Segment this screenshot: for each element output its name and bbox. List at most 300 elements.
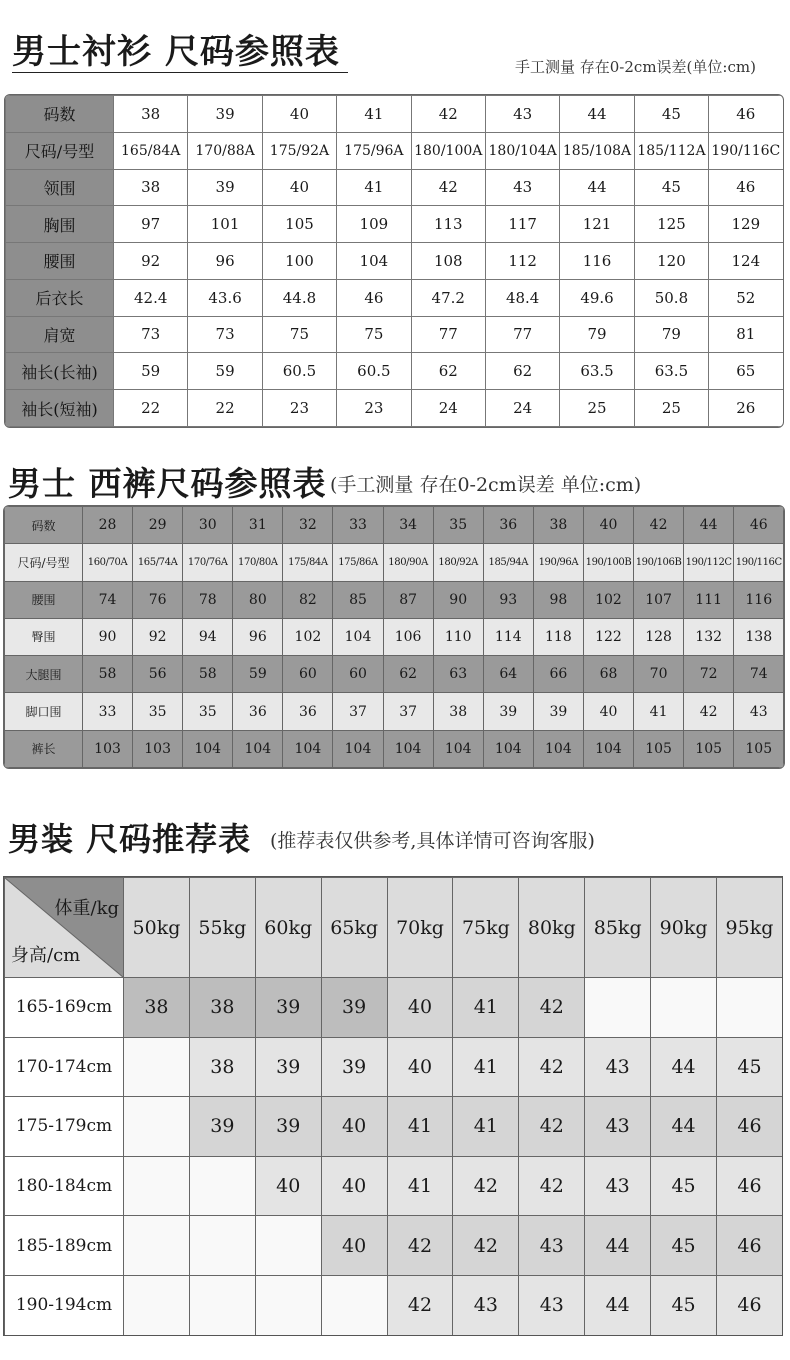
table-cell: 62 bbox=[411, 353, 485, 390]
table-cell: 72 bbox=[684, 656, 734, 693]
table-cell: 104 bbox=[383, 730, 433, 767]
table-cell: 117 bbox=[485, 206, 559, 243]
table-cell: 175/92A bbox=[262, 132, 336, 169]
table-cell: 185/108A bbox=[560, 132, 634, 169]
table-cell: 60.5 bbox=[337, 353, 411, 390]
table-row bbox=[6, 96, 784, 133]
size-cell: 38 bbox=[189, 1037, 255, 1097]
recommend-corner-cell bbox=[5, 878, 124, 978]
weight-header-cell: 70kg bbox=[387, 878, 453, 978]
table-cell: 103 bbox=[133, 730, 183, 767]
table-row bbox=[5, 1275, 783, 1335]
table-cell: 132 bbox=[684, 618, 734, 655]
row-label: 裤长 bbox=[5, 730, 83, 767]
size-cell: 41 bbox=[387, 1097, 453, 1157]
size-cell: 44 bbox=[651, 1037, 717, 1097]
table-cell: 73 bbox=[114, 316, 188, 353]
table-cell: 113 bbox=[411, 206, 485, 243]
table-cell: 40 bbox=[262, 96, 336, 133]
table-cell: 73 bbox=[188, 316, 262, 353]
size-cell: 43 bbox=[585, 1097, 651, 1157]
table-cell: 59 bbox=[114, 353, 188, 390]
table-cell: 46 bbox=[734, 507, 784, 544]
size-cell: 45 bbox=[651, 1156, 717, 1216]
table-cell: 25 bbox=[560, 390, 634, 427]
size-cell: 42 bbox=[519, 978, 585, 1038]
size-cell: 39 bbox=[321, 1037, 387, 1097]
recommend-size-table bbox=[3, 876, 783, 1336]
size-cell bbox=[124, 1156, 190, 1216]
table-cell: 82 bbox=[283, 581, 333, 618]
recommend-note: (推荐表仅供参考,具体详情可咨询客服) bbox=[270, 830, 595, 852]
table-cell: 103 bbox=[83, 730, 133, 767]
table-cell: 43.6 bbox=[188, 279, 262, 316]
size-cell: 46 bbox=[717, 1216, 783, 1276]
table-cell: 100 bbox=[262, 243, 336, 280]
size-cell: 39 bbox=[255, 1097, 321, 1157]
table-cell: 90 bbox=[433, 581, 483, 618]
size-cell: 39 bbox=[321, 978, 387, 1038]
size-cell: 39 bbox=[189, 1097, 255, 1157]
table-row bbox=[5, 581, 784, 618]
weight-header-cell: 95kg bbox=[717, 878, 783, 978]
size-cell: 42 bbox=[453, 1156, 519, 1216]
size-cell: 43 bbox=[453, 1275, 519, 1335]
size-cell: 38 bbox=[124, 978, 190, 1038]
table-cell: 52 bbox=[709, 279, 783, 316]
table-cell: 101 bbox=[188, 206, 262, 243]
table-cell: 190/116C bbox=[709, 132, 783, 169]
table-row bbox=[6, 316, 784, 353]
row-label: 胸围 bbox=[6, 206, 114, 243]
size-cell: 41 bbox=[387, 1156, 453, 1216]
table-cell: 97 bbox=[114, 206, 188, 243]
table-cell: 96 bbox=[188, 243, 262, 280]
pants-size-table bbox=[3, 505, 785, 769]
table-cell: 34 bbox=[383, 507, 433, 544]
table-cell: 62 bbox=[485, 353, 559, 390]
table-cell: 56 bbox=[133, 656, 183, 693]
table-cell: 104 bbox=[533, 730, 583, 767]
table-cell: 64 bbox=[483, 656, 533, 693]
table-cell: 47.2 bbox=[411, 279, 485, 316]
table-cell: 170/76A bbox=[183, 544, 233, 581]
row-label: 大腿围 bbox=[5, 656, 83, 693]
row-label: 码数 bbox=[5, 507, 83, 544]
table-row bbox=[5, 1037, 783, 1097]
height-label-cell: 185-189cm bbox=[5, 1216, 124, 1276]
table-cell: 104 bbox=[483, 730, 533, 767]
table-cell: 25 bbox=[634, 390, 708, 427]
table-cell: 38 bbox=[533, 507, 583, 544]
size-cell bbox=[717, 978, 783, 1038]
table-cell: 116 bbox=[734, 581, 784, 618]
size-cell: 39 bbox=[255, 1037, 321, 1097]
table-cell: 114 bbox=[483, 618, 533, 655]
pants-title: 男士 西裤尺码参照表 bbox=[8, 464, 327, 503]
table-cell: 42.4 bbox=[114, 279, 188, 316]
shirt-title: 男士衬衫 尺码参照表 bbox=[12, 32, 340, 72]
weight-header-cell: 50kg bbox=[124, 878, 190, 978]
table-cell: 22 bbox=[114, 390, 188, 427]
table-cell: 104 bbox=[283, 730, 333, 767]
table-cell: 76 bbox=[133, 581, 183, 618]
table-row bbox=[6, 279, 784, 316]
table-cell: 48.4 bbox=[485, 279, 559, 316]
table-cell: 68 bbox=[583, 656, 633, 693]
table-cell: 49.6 bbox=[560, 279, 634, 316]
table-cell: 185/94A bbox=[483, 544, 533, 581]
table-cell: 77 bbox=[411, 316, 485, 353]
table-cell: 38 bbox=[114, 96, 188, 133]
size-cell: 46 bbox=[717, 1275, 783, 1335]
size-cell bbox=[124, 1097, 190, 1157]
height-label-cell: 180-184cm bbox=[5, 1156, 124, 1216]
size-cell: 41 bbox=[453, 1097, 519, 1157]
shirt-title-underline bbox=[12, 72, 348, 73]
table-cell: 81 bbox=[709, 316, 783, 353]
table-cell: 92 bbox=[114, 243, 188, 280]
table-cell: 38 bbox=[433, 693, 483, 730]
table-cell: 106 bbox=[383, 618, 433, 655]
table-cell: 63 bbox=[433, 656, 483, 693]
size-cell: 40 bbox=[321, 1156, 387, 1216]
table-cell: 129 bbox=[709, 206, 783, 243]
size-cell: 42 bbox=[519, 1037, 585, 1097]
table-cell: 104 bbox=[583, 730, 633, 767]
table-cell: 121 bbox=[560, 206, 634, 243]
size-cell bbox=[189, 1275, 255, 1335]
table-cell: 104 bbox=[333, 730, 383, 767]
table-cell: 94 bbox=[183, 618, 233, 655]
height-label-cell: 190-194cm bbox=[5, 1275, 124, 1335]
table-cell: 63.5 bbox=[560, 353, 634, 390]
table-row bbox=[6, 390, 784, 427]
table-cell: 122 bbox=[583, 618, 633, 655]
row-label: 袖长(长袖) bbox=[6, 353, 114, 390]
size-cell: 40 bbox=[321, 1216, 387, 1276]
table-cell: 35 bbox=[433, 507, 483, 544]
size-cell: 43 bbox=[585, 1037, 651, 1097]
table-cell: 23 bbox=[337, 390, 411, 427]
table-row bbox=[5, 656, 784, 693]
table-cell: 36 bbox=[233, 693, 283, 730]
table-cell: 85 bbox=[333, 581, 383, 618]
table-cell: 41 bbox=[337, 96, 411, 133]
table-cell: 58 bbox=[83, 656, 133, 693]
table-cell: 96 bbox=[233, 618, 283, 655]
table-row bbox=[5, 1216, 783, 1276]
table-cell: 23 bbox=[262, 390, 336, 427]
table-cell: 98 bbox=[533, 581, 583, 618]
table-cell: 36 bbox=[483, 507, 533, 544]
table-cell: 74 bbox=[734, 656, 784, 693]
shirt-size-table bbox=[4, 94, 784, 428]
table-cell: 24 bbox=[411, 390, 485, 427]
size-cell bbox=[124, 1216, 190, 1276]
table-cell: 165/74A bbox=[133, 544, 183, 581]
table-cell: 42 bbox=[634, 507, 684, 544]
corner-height-label: 身高/cm bbox=[11, 945, 81, 966]
row-label: 尺码/号型 bbox=[6, 132, 114, 169]
size-cell: 40 bbox=[321, 1097, 387, 1157]
size-cell: 46 bbox=[717, 1156, 783, 1216]
size-cell: 42 bbox=[387, 1216, 453, 1276]
table-cell: 35 bbox=[133, 693, 183, 730]
table-cell: 110 bbox=[433, 618, 483, 655]
table-cell: 33 bbox=[333, 507, 383, 544]
shirt-note: 手工测量 存在0-2cm误差(单位:cm) bbox=[515, 58, 756, 76]
weight-header-cell: 90kg bbox=[651, 878, 717, 978]
table-cell: 70 bbox=[634, 656, 684, 693]
recommend-title: 男装 尺码推荐表 bbox=[8, 820, 252, 858]
table-cell: 77 bbox=[485, 316, 559, 353]
row-label: 腰围 bbox=[5, 581, 83, 618]
corner-weight-label: 体重/kg bbox=[54, 898, 119, 919]
table-cell: 44 bbox=[560, 169, 634, 206]
table-cell: 75 bbox=[337, 316, 411, 353]
table-cell: 180/100A bbox=[411, 132, 485, 169]
table-cell: 59 bbox=[188, 353, 262, 390]
table-cell: 109 bbox=[337, 206, 411, 243]
table-cell: 180/92A bbox=[433, 544, 483, 581]
row-label: 领围 bbox=[6, 169, 114, 206]
size-cell bbox=[189, 1156, 255, 1216]
table-cell: 50.8 bbox=[634, 279, 708, 316]
table-cell: 104 bbox=[233, 730, 283, 767]
table-cell: 125 bbox=[634, 206, 708, 243]
size-cell bbox=[124, 1037, 190, 1097]
table-cell: 44 bbox=[684, 507, 734, 544]
table-cell: 190/96A bbox=[533, 544, 583, 581]
table-row bbox=[5, 1156, 783, 1216]
row-label: 臀围 bbox=[5, 618, 83, 655]
table-cell: 30 bbox=[183, 507, 233, 544]
table-row bbox=[6, 353, 784, 390]
table-cell: 79 bbox=[634, 316, 708, 353]
table-cell: 38 bbox=[114, 169, 188, 206]
row-label: 尺码/号型 bbox=[5, 544, 83, 581]
table-cell: 60.5 bbox=[262, 353, 336, 390]
size-cell: 40 bbox=[387, 978, 453, 1038]
table-cell: 42 bbox=[684, 693, 734, 730]
size-cell: 42 bbox=[519, 1156, 585, 1216]
table-row bbox=[5, 544, 784, 581]
table-cell: 41 bbox=[634, 693, 684, 730]
table-cell: 37 bbox=[383, 693, 433, 730]
table-cell: 190/106B bbox=[634, 544, 684, 581]
table-cell: 175/96A bbox=[337, 132, 411, 169]
table-cell: 80 bbox=[233, 581, 283, 618]
table-cell: 104 bbox=[433, 730, 483, 767]
table-cell: 102 bbox=[583, 581, 633, 618]
recommend-header-row bbox=[5, 878, 783, 978]
height-label-cell: 170-174cm bbox=[5, 1037, 124, 1097]
table-cell: 108 bbox=[411, 243, 485, 280]
table-cell: 79 bbox=[560, 316, 634, 353]
table-cell: 65 bbox=[709, 353, 783, 390]
weight-header-cell: 85kg bbox=[585, 878, 651, 978]
row-label: 肩宽 bbox=[6, 316, 114, 353]
size-cell: 42 bbox=[519, 1097, 585, 1157]
table-cell: 104 bbox=[183, 730, 233, 767]
table-cell: 60 bbox=[283, 656, 333, 693]
size-cell: 42 bbox=[387, 1275, 453, 1335]
table-row bbox=[6, 206, 784, 243]
table-cell: 46 bbox=[709, 169, 783, 206]
size-cell bbox=[124, 1275, 190, 1335]
table-cell: 102 bbox=[283, 618, 333, 655]
size-cell bbox=[321, 1275, 387, 1335]
height-label-cell: 175-179cm bbox=[5, 1097, 124, 1157]
table-cell: 42 bbox=[411, 169, 485, 206]
table-cell: 74 bbox=[83, 581, 133, 618]
table-cell: 43 bbox=[485, 169, 559, 206]
table-row bbox=[5, 978, 783, 1038]
size-cell bbox=[651, 978, 717, 1038]
table-cell: 45 bbox=[634, 169, 708, 206]
table-cell: 105 bbox=[734, 730, 784, 767]
table-row bbox=[5, 730, 784, 767]
table-cell: 124 bbox=[709, 243, 783, 280]
row-label: 码数 bbox=[6, 96, 114, 133]
size-cell bbox=[585, 978, 651, 1038]
table-cell: 36 bbox=[283, 693, 333, 730]
table-cell: 44 bbox=[560, 96, 634, 133]
table-cell: 37 bbox=[333, 693, 383, 730]
table-cell: 39 bbox=[188, 169, 262, 206]
table-cell: 104 bbox=[333, 618, 383, 655]
row-label: 袖长(短袖) bbox=[6, 390, 114, 427]
table-cell: 175/86A bbox=[333, 544, 383, 581]
table-row bbox=[6, 243, 784, 280]
table-cell: 185/112A bbox=[634, 132, 708, 169]
table-cell: 170/88A bbox=[188, 132, 262, 169]
table-row bbox=[6, 169, 784, 206]
row-label: 后衣长 bbox=[6, 279, 114, 316]
table-cell: 43 bbox=[734, 693, 784, 730]
table-cell: 170/80A bbox=[233, 544, 283, 581]
table-cell: 32 bbox=[283, 507, 333, 544]
size-cell: 43 bbox=[585, 1156, 651, 1216]
table-cell: 180/90A bbox=[383, 544, 433, 581]
row-label: 脚口围 bbox=[5, 693, 83, 730]
table-cell: 60 bbox=[333, 656, 383, 693]
table-cell: 87 bbox=[383, 581, 433, 618]
table-cell: 26 bbox=[709, 390, 783, 427]
table-cell: 92 bbox=[133, 618, 183, 655]
table-cell: 180/104A bbox=[485, 132, 559, 169]
table-cell: 33 bbox=[83, 693, 133, 730]
table-cell: 75 bbox=[262, 316, 336, 353]
table-cell: 105 bbox=[684, 730, 734, 767]
size-cell: 43 bbox=[519, 1275, 585, 1335]
table-row bbox=[5, 1097, 783, 1157]
table-cell: 46 bbox=[709, 96, 783, 133]
table-cell: 120 bbox=[634, 243, 708, 280]
table-cell: 116 bbox=[560, 243, 634, 280]
weight-header-cell: 80kg bbox=[519, 878, 585, 978]
table-cell: 41 bbox=[337, 169, 411, 206]
size-cell: 41 bbox=[453, 978, 519, 1038]
weight-header-cell: 60kg bbox=[255, 878, 321, 978]
table-cell: 112 bbox=[485, 243, 559, 280]
table-cell: 43 bbox=[485, 96, 559, 133]
size-cell: 38 bbox=[189, 978, 255, 1038]
table-cell: 128 bbox=[634, 618, 684, 655]
table-cell: 31 bbox=[233, 507, 283, 544]
table-cell: 190/112C bbox=[684, 544, 734, 581]
weight-header-cell: 55kg bbox=[189, 878, 255, 978]
size-cell: 39 bbox=[255, 978, 321, 1038]
size-cell: 42 bbox=[453, 1216, 519, 1276]
table-cell: 40 bbox=[583, 507, 633, 544]
table-cell: 40 bbox=[583, 693, 633, 730]
table-cell: 118 bbox=[533, 618, 583, 655]
size-cell: 40 bbox=[255, 1156, 321, 1216]
table-cell: 190/100B bbox=[583, 544, 633, 581]
size-cell bbox=[189, 1216, 255, 1276]
size-cell: 40 bbox=[387, 1037, 453, 1097]
pants-note: (手工测量 存在0-2cm误差 单位:cm) bbox=[330, 474, 642, 496]
table-row bbox=[5, 618, 784, 655]
table-cell: 104 bbox=[337, 243, 411, 280]
table-cell: 165/84A bbox=[114, 132, 188, 169]
size-cell bbox=[255, 1216, 321, 1276]
table-cell: 93 bbox=[483, 581, 533, 618]
height-label-cell: 165-169cm bbox=[5, 978, 124, 1038]
table-cell: 105 bbox=[262, 206, 336, 243]
table-cell: 28 bbox=[83, 507, 133, 544]
table-row bbox=[5, 693, 784, 730]
size-cell: 43 bbox=[519, 1216, 585, 1276]
table-cell: 105 bbox=[634, 730, 684, 767]
table-cell: 190/116C bbox=[734, 544, 784, 581]
table-cell: 138 bbox=[734, 618, 784, 655]
table-cell: 78 bbox=[183, 581, 233, 618]
table-cell: 107 bbox=[634, 581, 684, 618]
weight-header-cell: 75kg bbox=[453, 878, 519, 978]
table-cell: 39 bbox=[188, 96, 262, 133]
size-cell: 46 bbox=[717, 1097, 783, 1157]
table-cell: 44.8 bbox=[262, 279, 336, 316]
size-cell: 45 bbox=[651, 1275, 717, 1335]
table-cell: 39 bbox=[483, 693, 533, 730]
table-cell: 59 bbox=[233, 656, 283, 693]
size-cell: 41 bbox=[453, 1037, 519, 1097]
weight-header-cell: 65kg bbox=[321, 878, 387, 978]
table-cell: 66 bbox=[533, 656, 583, 693]
table-cell: 160/70A bbox=[83, 544, 133, 581]
table-row bbox=[6, 132, 784, 169]
size-cell: 45 bbox=[651, 1216, 717, 1276]
size-cell: 45 bbox=[717, 1037, 783, 1097]
table-cell: 111 bbox=[684, 581, 734, 618]
table-row bbox=[5, 507, 784, 544]
table-cell: 175/84A bbox=[283, 544, 333, 581]
table-cell: 24 bbox=[485, 390, 559, 427]
size-cell: 44 bbox=[585, 1275, 651, 1335]
table-cell: 35 bbox=[183, 693, 233, 730]
table-cell: 22 bbox=[188, 390, 262, 427]
table-cell: 58 bbox=[183, 656, 233, 693]
size-cell: 44 bbox=[651, 1097, 717, 1157]
row-label: 腰围 bbox=[6, 243, 114, 280]
table-cell: 42 bbox=[411, 96, 485, 133]
table-cell: 90 bbox=[83, 618, 133, 655]
table-cell: 40 bbox=[262, 169, 336, 206]
table-cell: 46 bbox=[337, 279, 411, 316]
